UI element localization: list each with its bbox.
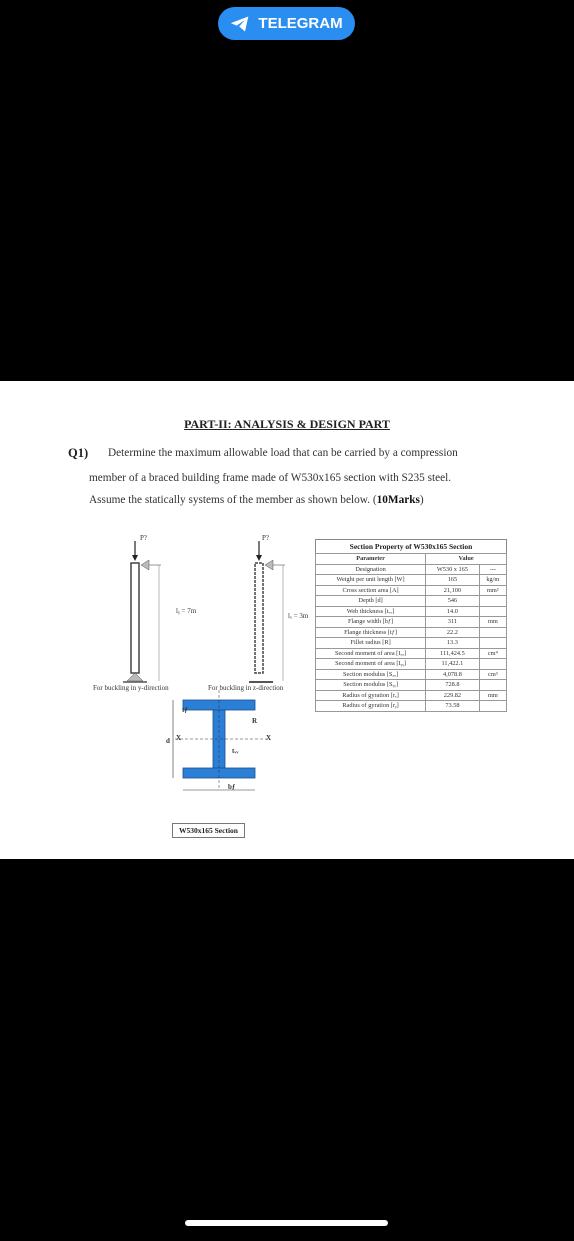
row-unit: kg/m [479, 575, 506, 586]
row-value: W530 x 165 [426, 564, 480, 575]
row-value: 311 [426, 617, 480, 628]
row-parameter: Web thickness [tᵥᵥ] [316, 606, 426, 617]
length-label-z: lₓ = 3m [288, 612, 309, 620]
table-row [316, 680, 507, 691]
row-unit: mm [479, 617, 506, 628]
table-row [316, 617, 507, 628]
load-arrowhead-y [132, 555, 138, 561]
row-unit: cm⁴ [479, 648, 506, 659]
length-label-y: lᵧ = 7m [176, 607, 197, 615]
page-heading: PART-II: ANALYSIS & DESIGN PART [184, 417, 390, 431]
header-value: Value [426, 554, 507, 565]
question-text-line-3-start: Assume the statically systems of the member as shown below. ( [89, 494, 377, 506]
row-unit [479, 606, 506, 617]
table-row [316, 575, 507, 586]
brace-top-z [265, 560, 273, 570]
section-property-table [315, 539, 507, 712]
question-text-line-3 [89, 494, 424, 506]
support-y [127, 673, 143, 681]
row-value: 111,424.5 [426, 648, 480, 659]
table-row [316, 701, 507, 712]
row-parameter: Radius of gyration [rₓ] [316, 690, 426, 701]
column-z [255, 563, 263, 673]
web [213, 710, 225, 768]
depth-label: d [166, 737, 170, 745]
row-unit [479, 638, 506, 649]
row-unit: mm [479, 690, 506, 701]
telegram-label: TELEGRAM [258, 15, 343, 32]
table-row [316, 690, 507, 701]
question-text-line-3-end: ) [419, 494, 424, 506]
table-row [316, 606, 507, 617]
table-row [316, 669, 507, 680]
row-parameter: Designation [316, 564, 426, 575]
row-unit [479, 680, 506, 691]
tw-label: tᵥᵥ [232, 747, 239, 755]
table-title: Section Property of W530x165 Section [315, 539, 507, 553]
x-label-right: X [266, 734, 272, 742]
row-value: 4,078.8 [426, 669, 480, 680]
caption-z-direction: For buckling in z-direction [208, 684, 284, 692]
row-parameter: Second moment of area [Iₓₓ] [316, 648, 426, 659]
row-parameter: Weight per unit length [W] [316, 575, 426, 586]
brace-top-y [141, 560, 149, 570]
row-unit [479, 701, 506, 712]
row-value: 11,422.1 [426, 659, 480, 670]
row-unit [479, 659, 506, 670]
row-parameter: Second moment of area [Iᵧᵧ] [316, 659, 426, 670]
load-label-y: P? [140, 534, 147, 542]
caption-y-direction: For buckling in y-direction [93, 684, 169, 692]
row-parameter: Section modulus [Sᵧᵧ] [316, 680, 426, 691]
question-text-line-2: member of a braced building frame made of W530x165 section with S235 steel. [89, 472, 452, 484]
document-page [0, 381, 574, 859]
property-table [315, 553, 507, 712]
x-label-left: X [176, 734, 182, 742]
header-parameter: Parameter [316, 554, 426, 565]
row-parameter: Depth [d] [316, 596, 426, 607]
row-parameter: Section modulus [Sₓₓ] [316, 669, 426, 680]
load-arrowhead-z [256, 555, 262, 561]
row-value: 229.82 [426, 690, 480, 701]
row-parameter: Fillet radius [R] [316, 638, 426, 649]
question-text-line-1: Determine the maximum allowable load that can be carried by a compression [108, 447, 458, 459]
row-value: 546 [426, 596, 480, 607]
load-label-z: P? [262, 534, 269, 542]
question-marks: 10Marks [376, 494, 420, 506]
bf-label: bƒ [228, 783, 236, 791]
row-unit: --- [479, 564, 506, 575]
table-row [316, 638, 507, 649]
row-unit [479, 596, 506, 607]
row-unit: cm³ [479, 669, 506, 680]
column-y [131, 563, 139, 673]
row-unit [479, 627, 506, 638]
home-indicator[interactable] [185, 1220, 388, 1226]
row-parameter: Flange width [bƒ] [316, 617, 426, 628]
row-value: 728.8 [426, 680, 480, 691]
table-row [316, 585, 507, 596]
tf-label: tƒ [182, 706, 188, 714]
row-value: 14.0 [426, 606, 480, 617]
row-parameter: Flange thickness [tƒ] [316, 627, 426, 638]
table-row [316, 648, 507, 659]
table-row [316, 627, 507, 638]
row-value: 13.3 [426, 638, 480, 649]
row-unit: mm² [479, 585, 506, 596]
row-value: 165 [426, 575, 480, 586]
table-row [316, 596, 507, 607]
row-parameter: Cross section area [A] [316, 585, 426, 596]
fillet-label: R [252, 717, 258, 725]
question-label: Q1) [68, 446, 89, 460]
table-header-row [316, 554, 507, 565]
telegram-button[interactable] [218, 7, 355, 40]
row-value: 21,100 [426, 585, 480, 596]
row-value: 73.58 [426, 701, 480, 712]
row-value: 22.2 [426, 627, 480, 638]
table-row [316, 659, 507, 670]
table-row [316, 564, 507, 575]
section-label: W530x165 Section [172, 823, 245, 838]
telegram-plane-icon [230, 15, 250, 33]
static-system-figure [93, 531, 316, 701]
row-parameter: Radius of gyration [rᵧ] [316, 701, 426, 712]
